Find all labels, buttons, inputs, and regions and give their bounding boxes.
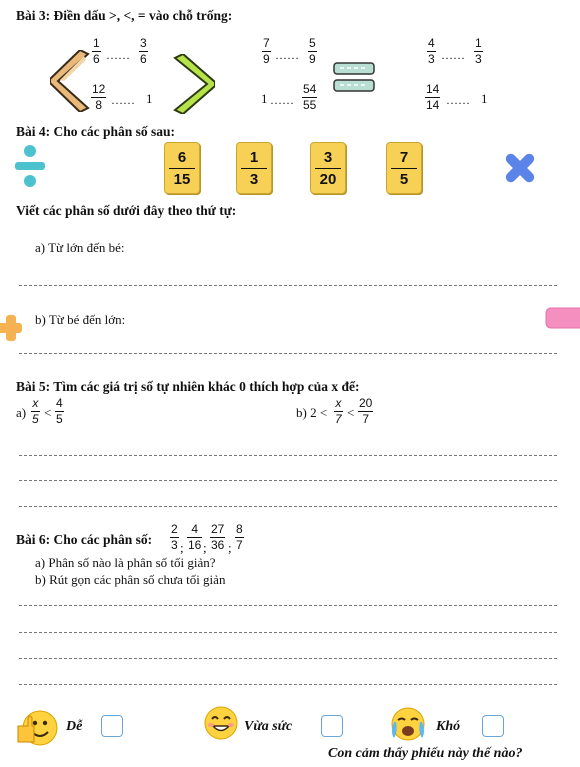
thumbs-up-emoji-icon <box>16 706 60 750</box>
multiply-sign-icon <box>502 150 538 186</box>
plus-sign-icon <box>0 313 22 343</box>
blank[interactable]: …… <box>275 48 299 62</box>
bai5-title: Bài 5: Tìm các giá trị số tự nhiên khác 0 thích hợp của x để: <box>16 379 360 394</box>
separator: ; <box>228 540 232 555</box>
separator: ; <box>180 540 184 555</box>
bai4-part-b: b) Từ bé đến lớn: <box>35 312 126 327</box>
equal-sign-icon <box>332 60 376 94</box>
blank[interactable]: …… <box>270 93 294 107</box>
separator: ; <box>203 540 207 555</box>
bai3-title: Bài 3: Điền dấu >, <, = vào chỗ trống: <box>16 8 233 23</box>
fraction-card: 3 20 <box>310 142 346 194</box>
fraction: 1 3 <box>475 36 482 66</box>
fraction: 4 16 <box>188 522 202 552</box>
number-one: 1 <box>261 91 268 106</box>
bai4-part-a: a) Từ lớn đến bé: <box>35 240 125 255</box>
fraction: x 7 <box>335 396 342 426</box>
number-one: 1 <box>146 91 153 106</box>
answer-line[interactable] <box>19 455 557 456</box>
bai4-instruction: Viết các phân số dưới đây theo thứ tự: <box>16 203 237 218</box>
blank[interactable]: …… <box>446 93 470 107</box>
bai6-title: Bài 6: Cho các phân số: <box>16 532 153 547</box>
fraction: 4 5 <box>56 396 63 426</box>
answer-line[interactable] <box>19 658 557 659</box>
bai6-part-b: b) Rút gọn các phân số chưa tối giản <box>35 572 226 587</box>
bai6-part-a: a) Phân số nào là phân số tối giản? <box>35 555 216 570</box>
fraction-card: 1 3 <box>236 142 272 194</box>
fraction: 20 7 <box>359 396 373 426</box>
medium-checkbox[interactable] <box>321 715 343 737</box>
bai4-title: Bài 4: Cho các phân số sau: <box>16 124 176 139</box>
easy-label: Dễ <box>66 719 83 734</box>
answer-line[interactable] <box>19 506 557 507</box>
fraction: 7 9 <box>263 36 270 66</box>
fraction: 5 9 <box>309 36 316 66</box>
answer-line[interactable] <box>19 632 557 633</box>
hard-label: Khó <box>436 719 461 734</box>
fraction: 8 7 <box>236 522 243 552</box>
feedback-question: Con cảm thấy phiếu này thế nào? <box>328 746 523 761</box>
fraction-card: 7 5 <box>386 142 422 194</box>
division-sign-icon <box>14 144 46 188</box>
bai5-part-a-label: a) <box>16 405 27 420</box>
blank[interactable]: …… <box>106 48 130 62</box>
fraction: x 5 <box>32 396 39 426</box>
greater-than-sign-icon <box>173 54 215 114</box>
fraction: 54 55 <box>303 82 317 112</box>
answer-line[interactable] <box>19 480 557 481</box>
blank[interactable]: …… <box>441 48 465 62</box>
bai5-part-b-label: b) 2 < <box>296 405 328 420</box>
less-than-sign-icon <box>50 50 92 112</box>
medium-label: Vừa sức <box>244 719 293 734</box>
minus-sign-icon <box>544 305 580 331</box>
less-than: < <box>347 405 355 420</box>
hard-checkbox[interactable] <box>482 715 504 737</box>
fraction: 4 3 <box>428 36 435 66</box>
fraction: 14 14 <box>426 82 440 112</box>
answer-line[interactable] <box>19 353 557 354</box>
crying-face-emoji-icon <box>388 706 428 742</box>
fraction-card: 6 15 <box>164 142 200 194</box>
fraction: 1 6 <box>93 36 100 66</box>
fraction: 12 8 <box>92 82 106 112</box>
smiling-face-emoji-icon <box>203 705 239 741</box>
answer-line[interactable] <box>19 605 557 606</box>
blank[interactable]: …… <box>111 93 135 107</box>
less-than: < <box>44 405 52 420</box>
number-one: 1 <box>481 91 488 106</box>
easy-checkbox[interactable] <box>101 715 123 737</box>
answer-line[interactable] <box>19 684 557 685</box>
fraction: 3 6 <box>140 36 147 66</box>
fraction: 2 3 <box>171 522 178 552</box>
fraction: 27 36 <box>211 522 225 552</box>
answer-line[interactable] <box>19 285 557 286</box>
